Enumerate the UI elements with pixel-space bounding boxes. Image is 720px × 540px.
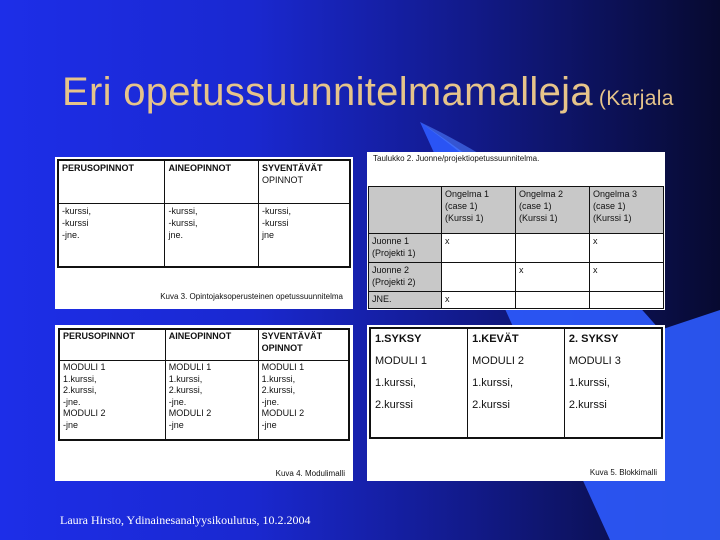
block-column: 1.SYKSY MODULI 1 1.kurssi, 2.kurssi: [375, 333, 427, 411]
row-label: Juonne 1 (Projekti 1): [369, 234, 442, 263]
table-row: [369, 292, 664, 309]
list-item: MODULI 2: [261, 408, 305, 418]
list-item: 2.kurssi,: [261, 385, 296, 395]
col3-cell: [258, 361, 349, 441]
table-cell: x: [516, 263, 590, 292]
project-table: [368, 186, 664, 309]
list-item: -jne.: [63, 396, 81, 407]
header-ongelma-1: Ongelma 1 (case 1) (Kurssi 1): [442, 187, 516, 234]
module-table: [58, 328, 350, 441]
col2-cell: [165, 204, 259, 268]
list-item: jne.: [168, 230, 183, 240]
list-item: 1.kurssi,: [63, 373, 97, 384]
row-label: JNE.: [369, 292, 442, 309]
header-aineopinnot: AINEOPINNOT: [168, 331, 232, 341]
table-cell: x: [442, 292, 516, 309]
title-sub: (Karjala: [598, 87, 674, 110]
list-item: 2.kurssi,: [63, 385, 97, 395]
list-item: 2.kurssi,: [168, 385, 203, 395]
course-based-curriculum-figure: [55, 157, 353, 309]
list-item: -kurssi,: [261, 206, 291, 216]
title-main: Eri opetussuunnitelmamalleja: [62, 70, 593, 114]
header-opinnot: OPINNOT: [261, 175, 303, 185]
list-item: -jne: [168, 419, 184, 430]
project-curriculum-figure: [367, 152, 665, 310]
list-item: MODULI 1: [63, 362, 106, 372]
figure-caption: Kuva 5. Blokkimalli: [589, 468, 657, 477]
col2-cell: [165, 361, 258, 441]
header-perusopinnot: PERUSOPINNOT: [63, 331, 136, 341]
header-aineopinnot: AINEOPINNOT: [168, 163, 231, 173]
list-item: -kurssi: [261, 218, 289, 228]
course-based-table: [57, 159, 351, 268]
list-item: MODULI 1: [168, 362, 212, 372]
list-item: -kurssi: [62, 218, 89, 228]
block-column: 1.KEVÄT MODULI 2 1.kurssi, 2.kurssi: [468, 328, 565, 438]
list-item: 1.kurssi,: [168, 373, 203, 384]
header-perusopinnot: PERUSOPINNOT: [62, 163, 135, 173]
table-cell: x: [590, 263, 664, 292]
header-syventavat: SYVENTÄVÄT: [261, 163, 323, 173]
list-item: MODULI 1: [261, 362, 305, 372]
list-item: -kurssi,: [62, 206, 91, 216]
block-column: 2. SYKSY MODULI 3 1.kurssi, 2.kurssi: [564, 328, 662, 438]
list-item: -jne.: [261, 396, 280, 407]
list-item: jne: [261, 230, 274, 240]
list-item: -jne.: [62, 230, 80, 240]
list-item: -jne.: [168, 396, 187, 407]
slide-title: [62, 70, 674, 115]
table-cell: [590, 292, 664, 309]
row-label: Juonne 2 (Projekti 2): [369, 263, 442, 292]
table-row: [369, 234, 664, 263]
header-syventavat: SYVENTÄVÄT: [261, 331, 323, 341]
table-row: [369, 263, 664, 292]
list-item: MODULI 2: [168, 408, 212, 418]
col3-cell: [258, 204, 350, 268]
table-cell: [442, 263, 516, 292]
list-item: 1.kurssi,: [261, 373, 296, 384]
list-item: -jne: [261, 419, 277, 430]
module-model-figure: [55, 325, 353, 481]
header-opinnot: OPINNOT: [261, 342, 303, 353]
figure-caption: Kuva 4. Modulimalli: [275, 469, 345, 478]
block-table: [369, 327, 663, 439]
table-cell: x: [442, 234, 516, 263]
table-cell: [516, 234, 590, 263]
list-item: -jne: [63, 419, 79, 430]
table-caption: Taulukko 2. Juonne/projektiopetussuunnitelma.: [373, 154, 540, 163]
header-ongelma-3: Ongelma 3 (case 1) (Kurssi 1): [590, 187, 664, 234]
list-item: -kurssi,: [168, 218, 198, 228]
col1-cell: [58, 204, 165, 268]
list-item: MODULI 2: [63, 408, 106, 418]
col1-cell: [59, 361, 165, 441]
list-item: -kurssi,: [168, 206, 198, 216]
footer-text: Laura Hirsto, Ydinainesanalyysikoulutus, 10.2.2004: [60, 513, 311, 527]
block-model-figure: [367, 325, 665, 481]
header-ongelma-2: Ongelma 2 (case 1) (Kurssi 1): [516, 187, 590, 234]
table-cell: x: [590, 234, 664, 263]
figure-caption: Kuva 3. Opintojaksoperusteinen opetussuunnitelma: [160, 292, 343, 301]
table-cell: [516, 292, 590, 309]
